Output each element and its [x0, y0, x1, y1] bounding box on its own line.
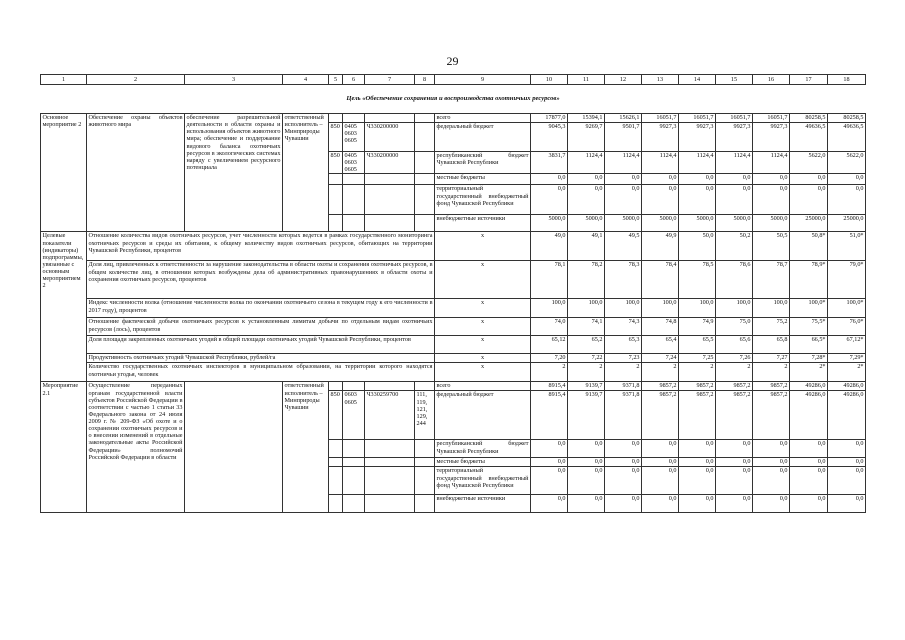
empty-cell [365, 495, 415, 513]
value-cell: 49286,0 [790, 391, 828, 440]
value-cell: 2 [679, 363, 716, 382]
value-cell: 0,0 [531, 440, 568, 458]
value-cell: 9857,2 [753, 382, 790, 391]
value-cell: 75,2 [753, 318, 790, 336]
value-cell: 0,0 [568, 458, 605, 467]
indicator-row [41, 232, 866, 261]
value-cell: 49,1 [568, 232, 605, 261]
funding-source: республиканский бюджет Чувашской Республики [435, 440, 531, 458]
value-cell: 78,6 [716, 261, 753, 299]
empty-cell [343, 174, 365, 185]
empty-cell [415, 495, 435, 513]
value-cell: 0,0 [790, 467, 828, 495]
value-cell: 5622,0 [790, 152, 828, 174]
empty-cell [415, 382, 435, 391]
funding-source: федеральный бюджет [435, 123, 531, 152]
column-number: 15 [716, 75, 753, 85]
empty-cell [329, 458, 343, 467]
value-cell: 7,20 [531, 354, 568, 363]
value-cell: 2 [642, 363, 679, 382]
column-number: 5 [329, 75, 343, 85]
value-cell: 0,0 [679, 467, 716, 495]
value-cell: 16051,7 [753, 114, 790, 123]
value-cell: 100,0 [753, 299, 790, 318]
code-cell: 850 [329, 152, 343, 174]
value-cell: 0,0 [753, 185, 790, 215]
value-cell: 5000,0 [679, 215, 716, 232]
value-cell: 0,0 [716, 440, 753, 458]
empty-cell [343, 114, 365, 123]
value-cell: 16051,7 [679, 114, 716, 123]
column-number: 1 [41, 75, 87, 85]
value-cell: 0,0 [716, 458, 753, 467]
funding-source: территориальный государственный внебюджетный фонд Чувашской Республики [435, 185, 531, 215]
event-description: обеспечение разрешительной деятельности в области охраны и использования объектов животного мира; обеспечение и поддержание видового баланса охотничьих ресурсов в экологических системах наряду с увеличением ресурсного потенциала [185, 114, 283, 232]
indicator-x: x [435, 299, 531, 318]
empty-cell [415, 123, 435, 152]
value-cell: 1124,4 [605, 152, 642, 174]
value-cell: 2 [716, 363, 753, 382]
value-cell: 78,2 [568, 261, 605, 299]
value-cell: 0,0 [716, 185, 753, 215]
column-number: 12 [605, 75, 642, 85]
value-cell: 0,0 [642, 185, 679, 215]
funding-source: внебюджетные источники [435, 495, 531, 513]
empty-cell [365, 382, 415, 391]
value-cell: 9857,2 [716, 382, 753, 391]
code-cell: 111, 119, 121, 129, 244 [415, 391, 435, 440]
column-number: 16 [753, 75, 790, 85]
value-cell: 79,0* [828, 261, 866, 299]
value-cell: 0,0 [642, 495, 679, 513]
indicator-x: x [435, 318, 531, 336]
column-number: 2 [87, 75, 185, 85]
value-cell: 65,5 [679, 336, 716, 354]
value-cell: 5000,0 [605, 215, 642, 232]
funding-source: всего [435, 114, 531, 123]
value-cell: 100,0 [642, 299, 679, 318]
value-cell: 78,4 [642, 261, 679, 299]
value-cell: 49,9 [642, 232, 679, 261]
indicator-x: x [435, 232, 531, 261]
column-number: 10 [531, 75, 568, 85]
value-cell: 1124,4 [642, 152, 679, 174]
empty-cell [343, 185, 365, 215]
value-cell: 49,5 [605, 232, 642, 261]
column-number: 3 [185, 75, 283, 85]
value-cell: 0,0 [790, 495, 828, 513]
value-cell: 65,3 [605, 336, 642, 354]
value-cell: 0,0 [716, 174, 753, 185]
value-cell: 0,0 [753, 495, 790, 513]
code-cell: 0603 0605 [343, 391, 365, 440]
value-cell: 100,0 [605, 299, 642, 318]
value-cell: 9045,3 [531, 123, 568, 152]
funding-source: всего [435, 382, 531, 391]
value-cell: 76,0* [828, 318, 866, 336]
value-cell: 9857,2 [642, 382, 679, 391]
value-cell: 0,0 [679, 174, 716, 185]
value-cell: 7,27 [753, 354, 790, 363]
responsible-role: ответственный исполнитель – [284, 382, 324, 397]
value-cell: 0,0 [568, 440, 605, 458]
value-cell: 50,0 [679, 232, 716, 261]
value-cell: 74,8 [642, 318, 679, 336]
empty-cell [329, 382, 343, 391]
value-cell: 9927,3 [716, 123, 753, 152]
value-cell: 75,0 [716, 318, 753, 336]
value-cell: 7,22 [568, 354, 605, 363]
value-cell: 49286,0 [828, 391, 866, 440]
indicator-text: Доля лиц, привлеченных к ответственности за нарушение законодательства в области охоты и сохранения охотничьих ресурсов, в общем количестве лиц, в отношении которых возбуждены дела об административных правонарушениях в области охоты и сохранения охотничьих ресурсов, процентов [87, 261, 435, 299]
value-cell: 9139,7 [568, 391, 605, 440]
value-cell: 0,0 [790, 440, 828, 458]
value-cell: 1124,4 [568, 152, 605, 174]
value-cell: 9857,2 [679, 391, 716, 440]
value-cell: 0,0 [828, 467, 866, 495]
empty-cell [185, 382, 283, 513]
value-cell: 0,0 [531, 495, 568, 513]
code-cell: Ч330259700 [365, 391, 415, 440]
value-cell: 5000,0 [753, 215, 790, 232]
value-cell: 9139,7 [568, 382, 605, 391]
value-cell: 9501,7 [605, 123, 642, 152]
value-cell: 17877,0 [531, 114, 568, 123]
value-cell: 67,12* [828, 336, 866, 354]
empty-cell [329, 114, 343, 123]
budget-table [40, 74, 866, 513]
value-cell: 78,5 [679, 261, 716, 299]
value-cell: 25000,0 [790, 215, 828, 232]
indicator-text: Количество государственных охотничьих инспекторов в муниципальном образовании, на территории которого находятся охотничьи угодья, человек [87, 363, 435, 382]
value-cell: 100,0 [716, 299, 753, 318]
value-cell: 0,0 [568, 495, 605, 513]
indicator-text: Индекс численности волка (отношение численности волка по окончании охотничьего сезона в текущем году к его численности в 2017 году), процентов [87, 299, 435, 318]
funding-source: местные бюджеты [435, 174, 531, 185]
empty-cell [329, 440, 343, 458]
empty-cell [415, 185, 435, 215]
value-cell: 80258,5 [828, 114, 866, 123]
value-cell: 8915,4 [531, 382, 568, 391]
value-cell: 9857,2 [679, 382, 716, 391]
column-number: 18 [828, 75, 866, 85]
value-cell: 2* [790, 363, 828, 382]
value-cell: 1124,4 [679, 152, 716, 174]
column-number: 4 [283, 75, 329, 85]
value-cell: 9371,8 [605, 382, 642, 391]
indicator-text: Отношение фактической добычи охотничьих ресурсов к установленным лимитам добычи по отдельным видам охотничьих ресурсов (лось), процентов [87, 318, 435, 336]
value-cell: 2* [828, 363, 866, 382]
value-cell: 0,0 [605, 495, 642, 513]
value-cell: 7,28* [790, 354, 828, 363]
value-cell: 9857,2 [716, 391, 753, 440]
value-cell: 2 [753, 363, 790, 382]
responsible-org: Минприроды Чувашии [284, 128, 320, 143]
empty-cell [415, 458, 435, 467]
value-cell: 0,0 [753, 458, 790, 467]
column-number: 8 [415, 75, 435, 85]
value-cell: 0,0 [716, 467, 753, 495]
value-cell: 7,23 [605, 354, 642, 363]
event-title: Осуществление переданных органам государственной власти субъектов Российской Федерации в соответствии с частью 1 статьи 33 Федерального закона от 24 июля 2009 г. № 209-ФЗ «Об охоте и о сохранении охотничьих ресурсов и о внесении изменений в отдельные законодательные акты Российской Федерации» полномочий Российской Федерации в области [87, 382, 185, 513]
value-cell: 0,0 [790, 174, 828, 185]
indicator-row [41, 318, 866, 336]
value-cell: 100,0 [531, 299, 568, 318]
value-cell: 49636,5 [790, 123, 828, 152]
code-cell: 0405 0603 0605 [343, 152, 365, 174]
value-cell: 5000,0 [716, 215, 753, 232]
funding-source: внебюджетные источники [435, 215, 531, 232]
indicator-text: Отношение количества видов охотничьих ресурсов, учет численности которых ведется в рамках государственного мониторинга охотничьих ресурсов и среды их обитания, к общему количеству видов охотничьих ресурсов, обитающих на территории Чувашской Республики, процентов [87, 232, 435, 261]
value-cell: 7,26 [716, 354, 753, 363]
value-cell: 5622,0 [828, 152, 866, 174]
value-cell: 78,3 [605, 261, 642, 299]
value-cell: 100,0 [679, 299, 716, 318]
value-cell: 100,0 [568, 299, 605, 318]
empty-cell [343, 382, 365, 391]
value-cell: 100,0* [790, 299, 828, 318]
code-cell: Ч330200000 [365, 152, 415, 174]
value-cell: 0,0 [605, 174, 642, 185]
empty-cell [365, 458, 415, 467]
column-number: 11 [568, 75, 605, 85]
empty-cell [343, 467, 365, 495]
column-number: 14 [679, 75, 716, 85]
value-cell: 0,0 [828, 174, 866, 185]
empty-cell [329, 495, 343, 513]
value-cell: 0,0 [605, 467, 642, 495]
value-cell: 2 [605, 363, 642, 382]
value-cell: 16051,7 [642, 114, 679, 123]
value-cell: 65,4 [642, 336, 679, 354]
empty-cell [329, 215, 343, 232]
value-cell: 0,0 [568, 185, 605, 215]
value-cell: 0,0 [679, 458, 716, 467]
indicator-row [41, 336, 866, 354]
responsible-org: Минприроды Чувашии [284, 396, 320, 411]
value-cell: 80258,5 [790, 114, 828, 123]
value-cell: 16051,7 [716, 114, 753, 123]
empty-cell [415, 152, 435, 174]
indicator-text: Продуктивность охотничьих угодий Чувашской Республики, рублей/га [87, 354, 435, 363]
value-cell: 1124,4 [716, 152, 753, 174]
code-cell: 850 [329, 123, 343, 152]
value-cell: 15626,1 [605, 114, 642, 123]
value-cell: 0,0 [605, 440, 642, 458]
value-cell: 74,0 [531, 318, 568, 336]
responsible [283, 382, 329, 513]
funding-source: республиканский бюджет Чувашской Республики [435, 152, 531, 174]
value-cell: 100,0* [828, 299, 866, 318]
value-cell: 0,0 [642, 458, 679, 467]
value-cell: 2 [568, 363, 605, 382]
value-cell: 49,0 [531, 232, 568, 261]
value-cell: 0,0 [679, 495, 716, 513]
value-cell: 66,5* [790, 336, 828, 354]
value-cell: 0,0 [716, 495, 753, 513]
value-cell: 78,1 [531, 261, 568, 299]
empty-cell [365, 185, 415, 215]
value-cell: 0,0 [753, 467, 790, 495]
column-number: 17 [790, 75, 828, 85]
empty-cell [329, 174, 343, 185]
indicator-x: x [435, 261, 531, 299]
value-cell: 2 [531, 363, 568, 382]
code-cell: 0405 0603 0605 [343, 123, 365, 152]
responsible [283, 114, 329, 232]
responsible-role: ответственный исполнитель – [284, 114, 324, 129]
value-cell: 0,0 [605, 185, 642, 215]
page-number: 29 [446, 54, 459, 68]
empty-cell [415, 440, 435, 458]
value-cell: 9927,3 [642, 123, 679, 152]
value-cell: 9927,3 [753, 123, 790, 152]
value-cell: 0,0 [605, 458, 642, 467]
value-cell: 7,29* [828, 354, 866, 363]
value-cell: 7,25 [679, 354, 716, 363]
value-cell: 49636,5 [828, 123, 866, 152]
table-row [41, 382, 866, 391]
empty-cell [329, 185, 343, 215]
value-cell: 0,0 [531, 458, 568, 467]
value-cell: 0,0 [642, 440, 679, 458]
value-cell: 65,8 [753, 336, 790, 354]
empty-cell [343, 440, 365, 458]
empty-cell [343, 458, 365, 467]
indicator-row [41, 363, 866, 382]
value-cell: 3831,7 [531, 152, 568, 174]
value-cell: 49286,0 [790, 382, 828, 391]
indicator-row [41, 299, 866, 318]
goal-title: Цель «Обеспечение сохранения и воспроизводства охотничьих ресурсов» [41, 85, 866, 114]
value-cell: 78,7 [753, 261, 790, 299]
value-cell: 50,2 [716, 232, 753, 261]
column-number: 9 [435, 75, 531, 85]
value-cell: 74,1 [568, 318, 605, 336]
value-cell: 65,12 [531, 336, 568, 354]
indicator-x: x [435, 336, 531, 354]
empty-cell [365, 215, 415, 232]
value-cell: 8915,4 [531, 391, 568, 440]
empty-cell [343, 215, 365, 232]
indicator-x: x [435, 363, 531, 382]
value-cell: 0,0 [828, 185, 866, 215]
value-cell: 0,0 [568, 174, 605, 185]
value-cell: 65,2 [568, 336, 605, 354]
value-cell: 9857,2 [642, 391, 679, 440]
value-cell: 7,24 [642, 354, 679, 363]
empty-cell [365, 174, 415, 185]
event-title: Обеспечение охраны объектов животного мира [87, 114, 185, 232]
indicators-label: Целевые показатели (индикаторы) подпрограммы, увязанные с основным мероприятием 2 [41, 232, 87, 382]
value-cell: 0,0 [531, 174, 568, 185]
indicator-row [41, 354, 866, 363]
value-cell: 0,0 [642, 174, 679, 185]
indicator-text: Доля площади закрепленных охотничьих угодий в общей площади охотничьих угодий Чувашской Республики, процентов [87, 336, 435, 354]
value-cell: 75,5* [790, 318, 828, 336]
value-cell: 74,9 [679, 318, 716, 336]
value-cell: 0,0 [753, 174, 790, 185]
value-cell: 50,5 [753, 232, 790, 261]
value-cell: 0,0 [790, 458, 828, 467]
indicator-x: x [435, 354, 531, 363]
funding-source: местные бюджеты [435, 458, 531, 467]
event-name: Мероприятие 2.1 [41, 382, 87, 513]
value-cell: 0,0 [828, 440, 866, 458]
value-cell: 74,3 [605, 318, 642, 336]
funding-source: федеральный бюджет [435, 391, 531, 440]
empty-cell [415, 467, 435, 495]
value-cell: 50,8* [790, 232, 828, 261]
value-cell: 0,0 [568, 467, 605, 495]
value-cell: 0,0 [531, 185, 568, 215]
value-cell: 9269,7 [568, 123, 605, 152]
value-cell: 5000,0 [531, 215, 568, 232]
column-number: 6 [343, 75, 365, 85]
value-cell: 9857,2 [753, 391, 790, 440]
event-name: Основное мероприятие 2 [41, 114, 87, 232]
value-cell: 9371,8 [605, 391, 642, 440]
empty-cell [329, 467, 343, 495]
empty-cell [415, 114, 435, 123]
value-cell: 51,0* [828, 232, 866, 261]
empty-cell [365, 467, 415, 495]
value-cell: 9927,3 [679, 123, 716, 152]
empty-cell [415, 174, 435, 185]
column-number: 13 [642, 75, 679, 85]
value-cell: 0,0 [531, 467, 568, 495]
value-cell: 15394,1 [568, 114, 605, 123]
value-cell: 0,0 [753, 440, 790, 458]
table-header-row [41, 75, 866, 85]
empty-cell [343, 495, 365, 513]
table-row [41, 114, 866, 123]
value-cell: 0,0 [642, 467, 679, 495]
value-cell: 1124,4 [753, 152, 790, 174]
goal-row [41, 85, 866, 114]
value-cell: 25000,0 [828, 215, 866, 232]
value-cell: 0,0 [679, 185, 716, 215]
funding-source: территориальный государственный внебюджетный фонд Чувашской Республики [435, 467, 531, 495]
value-cell: 0,0 [790, 185, 828, 215]
indicator-row [41, 261, 866, 299]
value-cell: 5000,0 [642, 215, 679, 232]
value-cell: 0,0 [828, 495, 866, 513]
value-cell: 49286,0 [828, 382, 866, 391]
column-number: 7 [365, 75, 415, 85]
empty-cell [415, 215, 435, 232]
value-cell: 0,0 [679, 440, 716, 458]
empty-cell [365, 440, 415, 458]
value-cell: 5000,0 [568, 215, 605, 232]
code-cell: Ч330200000 [365, 123, 415, 152]
code-cell: 850 [329, 391, 343, 440]
value-cell: 78,9* [790, 261, 828, 299]
empty-cell [365, 114, 415, 123]
value-cell: 0,0 [828, 458, 866, 467]
value-cell: 65,6 [716, 336, 753, 354]
